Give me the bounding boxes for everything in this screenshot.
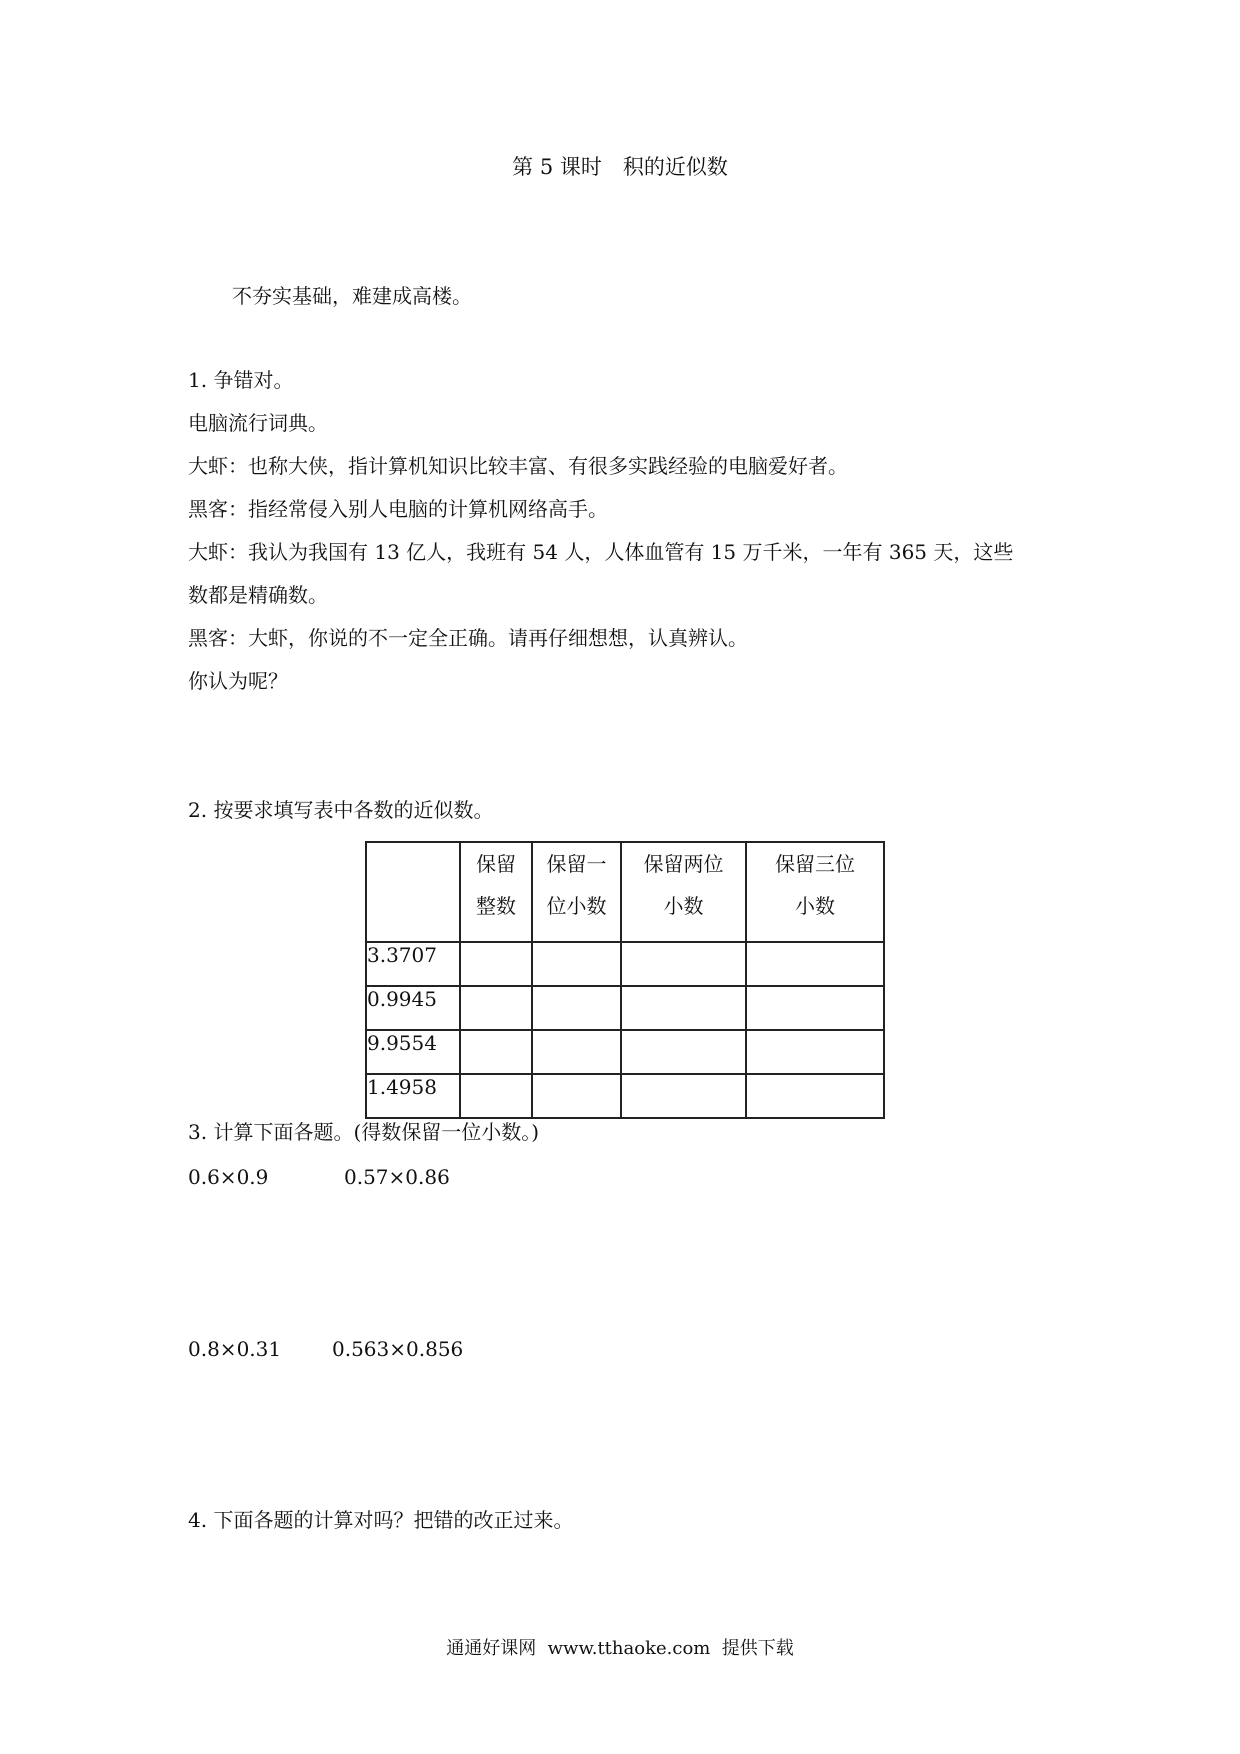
row-value: 0.9945 <box>366 986 460 1030</box>
answer-cell[interactable] <box>621 986 746 1030</box>
answer-cell[interactable] <box>746 942 884 986</box>
table-row <box>366 986 884 1030</box>
answer-cell[interactable] <box>532 1030 621 1074</box>
column-header-one-decimal <box>532 842 621 942</box>
table-row <box>366 1030 884 1074</box>
header-line: 小数 <box>663 894 704 918</box>
column-header-integer <box>460 842 532 942</box>
expression: 0.563×0.856 <box>332 1337 464 1361</box>
row-value: 1.4958 <box>366 1074 460 1118</box>
answer-cell[interactable] <box>460 1030 532 1074</box>
table-corner-cell <box>366 842 460 942</box>
expression: 0.8×0.31 <box>188 1337 282 1361</box>
q1-line: 黑客：指经常侵入别人电脑的计算机网络高手。 <box>188 497 608 521</box>
answer-cell[interactable] <box>532 986 621 1030</box>
header-line: 保留一 <box>546 852 607 876</box>
row-value: 9.9554 <box>366 1030 460 1074</box>
header-line: 保留三位 <box>775 852 855 876</box>
answer-cell[interactable] <box>621 1030 746 1074</box>
answer-cell[interactable] <box>746 1030 884 1074</box>
q1-line: 电脑流行词典。 <box>188 411 328 435</box>
table-header-row <box>366 842 884 942</box>
header-line: 小数 <box>795 894 835 918</box>
q4-heading: 4. 下面各题的计算对吗？把错的改正过来。 <box>188 1508 574 1532</box>
q3-heading: 3. 计算下面各题。(得数保留一位小数。) <box>188 1120 540 1144</box>
q1-line: 大虾：也称大侠，指计算机知识比较丰富、有很多实践经验的电脑爱好者。 <box>188 454 848 478</box>
column-header-two-decimals <box>621 842 746 942</box>
row-value: 3.3707 <box>366 942 460 986</box>
header-line: 保留两位 <box>643 852 724 876</box>
expression: 0.6×0.9 <box>188 1165 269 1189</box>
table-row <box>366 942 884 986</box>
column-header-three-decimals <box>746 842 884 942</box>
answer-cell[interactable] <box>460 942 532 986</box>
answer-cell[interactable] <box>532 1074 621 1118</box>
header-line: 位小数 <box>546 894 607 918</box>
q2-heading: 2. 按要求填写表中各数的近似数。 <box>188 798 494 822</box>
header-line: 整数 <box>476 894 516 918</box>
expression: 0.57×0.86 <box>344 1165 450 1189</box>
page-title: 第 5 课时 积的近似数 <box>512 155 728 179</box>
q1-heading: 1. 争错对。 <box>188 368 294 392</box>
answer-cell[interactable] <box>621 1074 746 1118</box>
q1-line: 大虾：我认为我国有 13 亿人，我班有 54 人，人体血管有 15 万千米，一年有 365 天，这些 <box>188 540 1014 564</box>
motto: 不夯实基础，难建成高楼。 <box>232 284 472 308</box>
answer-cell[interactable] <box>746 986 884 1030</box>
q1-line: 黑客：大虾，你说的不一定全正确。请再仔细想想，认真辨认。 <box>188 626 748 650</box>
q1-line: 数都是精确数。 <box>188 583 328 607</box>
answer-cell[interactable] <box>532 942 621 986</box>
answer-cell[interactable] <box>460 986 532 1030</box>
answer-cell[interactable] <box>746 1074 884 1118</box>
answer-cell[interactable] <box>621 942 746 986</box>
q1-line: 你认为呢？ <box>188 669 288 693</box>
table-row <box>366 1074 884 1118</box>
header-line: 保留 <box>476 852 516 876</box>
approximation-table <box>365 841 885 1119</box>
footer: 通通好课网 www.tthaoke.com 提供下载 <box>446 1638 794 1659</box>
answer-cell[interactable] <box>460 1074 532 1118</box>
